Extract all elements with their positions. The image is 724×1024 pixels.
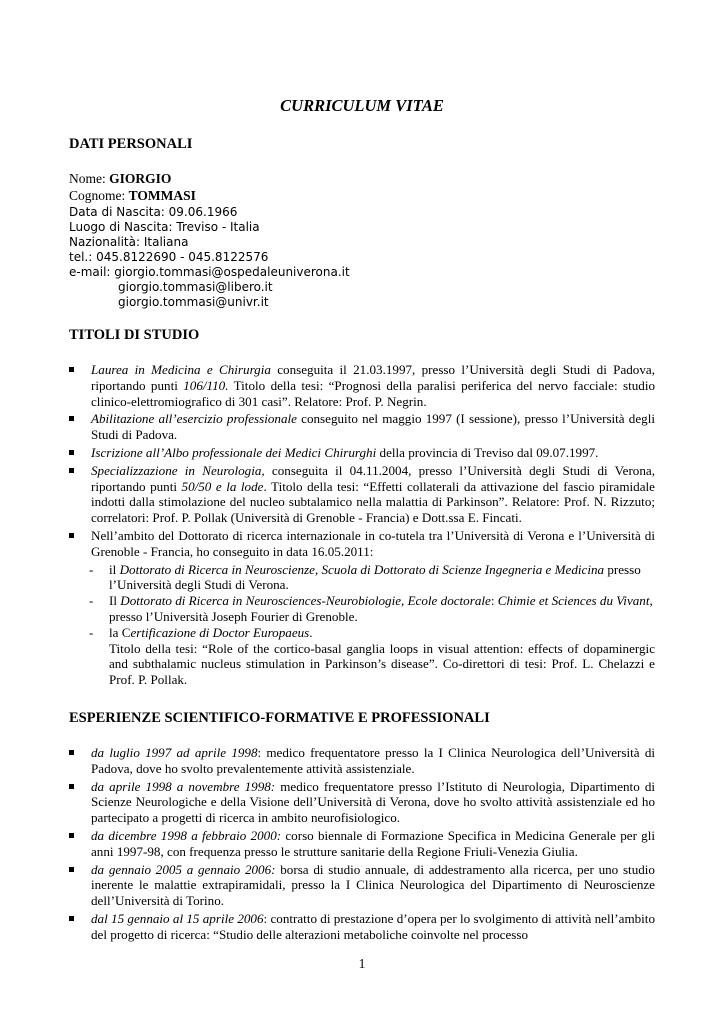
bullet-icon — [69, 533, 74, 538]
list-item: Specializzazione in Neurologia, conseguita il 04.11.2004, presso l’Università degli Studi di Verona, riportando punti 50/50 e la lode. Titolo della tesi: “Effetti collaterali da attivazione del fascio piramidale indotti dalla stimolazione del nucleo subtalamico nella malattia di Parkinson”. Relatore: Prof. N. Rizzuto; correlatori: Prof. P. Pollak (Università di Grenoble - Francia) e Dott.ssa E. Fincati. — [69, 463, 655, 526]
dash-icon: - — [89, 561, 94, 577]
name-label: Nome: — [69, 171, 110, 186]
birth-date: Data di Nascita: 09.06.1966 — [69, 205, 238, 219]
telephone: tel.: 045.8122690 - 045.8122576 — [69, 250, 269, 264]
section-heading-experience: ESPERIENZE SCIENTIFICO-FORMATIVE E PROFESSIONALI — [69, 710, 490, 726]
bullet-icon — [69, 833, 74, 838]
email-tertiary[interactable]: giorgio.tommasi@univr.it — [118, 295, 269, 309]
list-item: Abilitazione all’esercizio professionale conseguito nel maggio 1997 (I sessione), presso l’Università degli Studi di Padova. — [69, 411, 655, 443]
list-item: da gennaio 2005 a gennaio 2006: borsa di studio annuale, di addestramento alla ricerca, per uno studio inerente le malattie extrapiramidali, presso la I Clinica Neurologica del Dipartimento di Neuroscienze dell’Università di Torino. — [69, 862, 655, 909]
list-item: da aprile 1998 a novembre 1998: medico frequentatore presso l’Istituto di Neurologia, Dipartimento di Scienze Neurologiche e della Visione dell’Università di Verona, dove ho svolto attività assistenziale ed ho partecipato a progetti di ricerca in ambito neurofisiologico. — [69, 779, 655, 826]
bullet-icon — [69, 750, 74, 755]
doctorate-thesis: Titolo della tesi: “Role of the cortico-basal ganglia loops in visual attention: effects of dopaminergic and subthalamic nucleus stimulation in Parkinson’s disease”. Co-direttori di tesi: Prof. L. Chelazzi e Prof. P. Pollak. — [109, 640, 655, 688]
list-item: Iscrizione all’Albo professionale dei Medici Chirurghi della provincia di Treviso dal 09.07.1997. — [69, 445, 655, 461]
education-list — [69, 362, 655, 688]
bullet-icon — [69, 784, 74, 789]
birth-place: Luogo di Nascita: Treviso - Italia — [69, 220, 260, 234]
bullet-icon — [69, 450, 74, 455]
dash-icon: - — [89, 624, 94, 640]
experience-list — [69, 745, 655, 945]
document-title: CURRICULUM VITAE — [280, 96, 444, 115]
nationality: Nazionalità: Italiana — [69, 235, 189, 249]
page-number: 1 — [358, 956, 366, 971]
doctorate-sub-item: - il Dottorato di Ricerca in Neuroscienze, Scuola di Dottorato di Scienze Ingegneria e Medicina presso l’Università degli Studi di Verona. — [89, 561, 641, 593]
surname-value: TOMMASI — [128, 188, 196, 203]
list-item: Laurea in Medicina e Chirurgia conseguita il 21.03.1997, presso l’Università degli Studi di Padova, riportando punti 106/110. Titolo della tesi: “Prognosi della paralisi periferica del nervo facciale: studio clinico-elettromiografico di 301 casi”. Relatore: Prof. P. Negrin. — [69, 362, 655, 409]
section-heading-personal: DATI PERSONALI — [69, 136, 193, 152]
surname-line — [69, 187, 196, 204]
bullet-icon — [69, 367, 74, 372]
doctorate-sub-item: - la Certificazione di Doctor Europaeus. — [89, 624, 313, 640]
bullet-icon — [69, 916, 74, 921]
list-item: dal 15 gennaio al 15 aprile 2006: contratto di prestazione d’opera per lo svolgimento di attività nell’ambito del progetto di ricerca: “Studio delle alterazioni metaboliche coinvolte nel processo — [69, 911, 655, 943]
bullet-icon — [69, 867, 74, 872]
dash-icon: - — [89, 593, 94, 609]
email-secondary[interactable]: giorgio.tommasi@libero.it — [118, 280, 273, 294]
list-item: da luglio 1997 ad aprile 1998: medico frequentatore presso la I Clinica Neurologica dell’Università di Padova, dove ho svolto prevalentemente attività assistenziale. — [69, 745, 655, 777]
bullet-icon — [69, 468, 74, 473]
email-primary[interactable]: e-mail: giorgio.tommasi@ospedaleuniverona.it — [69, 265, 350, 279]
section-heading-education: TITOLI DI STUDIO — [69, 327, 200, 343]
list-item-doctorate: Nell’ambito del Dottorato di ricerca internazionale in co-tutela tra l’Università di Verona e l’Università di Grenoble - Francia, ho conseguito in data 16.05.2011: — [69, 528, 655, 560]
doctorate-sub-item: - Il Dottorato di Ricerca in Neurosciences-Neurobiologie, Ecole doctorale: Chimie et Sciences du Vivant, presso l’Università Joseph Fourier di Grenoble. — [89, 593, 653, 624]
surname-label: Cognome: — [69, 188, 129, 203]
bullet-icon — [69, 416, 74, 421]
list-item: da dicembre 1998 a febbraio 2000: corso biennale di Formazione Specifica in Medicina Generale per gli anni 1997-98, con frequenza presso le strutture sanitarie della Regione Friuli-Venezia Giulia. — [69, 828, 655, 860]
name-value: GIORGIO — [109, 171, 172, 186]
name-line — [69, 170, 171, 187]
